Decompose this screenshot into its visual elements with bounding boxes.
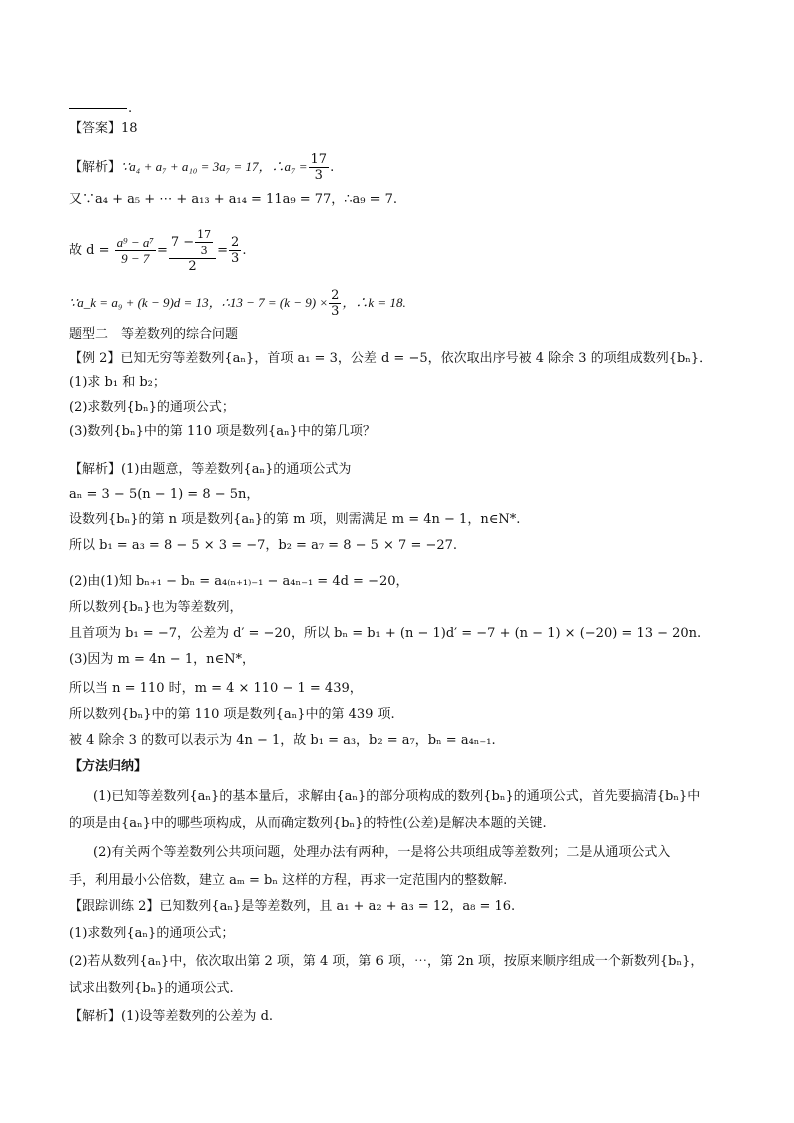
fraction-nested: 7 − $\frac{17}{3}$ 2 <box>169 227 216 274</box>
answer-value: 18 <box>121 121 138 136</box>
training2-q1: (1)求数列{aₙ}的通项公式； <box>69 926 235 941</box>
answer-blank-line <box>69 108 127 109</box>
fraction-2-3-b: $\frac{2}{3}$ <box>331 288 340 319</box>
analysis1-line4: ∵a_k = a₉ + (k − 9)d = 13，∴13 − 7 = (k − 9) × $\frac{2}{3}$ ，∴k = 18. <box>69 288 406 319</box>
training2-q2b: 试求出数列{bₙ}的通项公式. <box>69 981 234 996</box>
training2-q2a: (2)若从数列{aₙ}中，依次取出第 2 项，第 4 项，第 6 项，⋯，第 2n 项，按原来顺序组成一个新数列{bₙ}， <box>69 954 704 969</box>
method-p1b: 的项是由{aₙ}中的哪些项构成，从而确定数列{bₙ}的特性(公差)是解决本题的关键. <box>69 816 547 831</box>
analysis2-l6: 所以数列{bₙ}也为等差数列， <box>69 600 243 615</box>
example2-q1: (1)求 b₁ 和 b₂； <box>69 375 166 390</box>
analysis2-l4: 所以 b₁ = a₃ = 8 − 5 × 3 = −7，b₂ = a₇ = 8 − 5 × 7 = −27. <box>69 538 458 553</box>
training2-analysis: 【解析】(1)设等差数列的公差为 d. <box>69 1009 274 1024</box>
analysis2-l5: (2)由(1)知 bₙ₊₁ − bₙ = a₄₍ₙ₊₁₎₋₁ − a₄ₙ₋₁ = 4d = −20， <box>69 574 409 589</box>
analysis2-l2: aₙ = 3 − 5(n − 1) = 8 − 5n， <box>69 487 260 502</box>
analysis-label: 【解析】 <box>69 160 122 175</box>
training2-stem: 【跟踪训练 2】已知数列{aₙ}是等差数列，且 a₁ + a₂ + a₃ = 12，a₈ = 16. <box>69 899 516 914</box>
fraction-d-def: $\frac{\text{a⁹ − a⁷}}{9 - 7}$ <box>116 235 154 266</box>
analysis-label: 【解析】 <box>69 462 122 477</box>
analysis1-line3: 故 d = $\frac{\text{a⁹ − a⁷}}{9 - 7}$ = 7 − $\frac{17}{3}$ 2 = $\frac{2}{3}$ . <box>69 228 247 274</box>
analysis2-l7: 且首项为 b₁ = −7，公差为 d′ = −20，所以 bₙ = b₁ + (n − 1)d′ = −7 + (n − 1) × (−20) = 13 − 20n. <box>69 626 702 641</box>
method-p2b: 手，利用最小公倍数，建立 aₘ = bₙ 这样的方程，再求一定范围内的整数解. <box>69 873 508 888</box>
analysis2-l11: 被 4 除余 3 的数可以表示为 4n − 1，故 b₁ = a₃，b₂ = a₇，bₙ = a₄ₙ₋₁. <box>69 733 496 748</box>
section-title: 题型二 等差数列的综合问题 <box>69 327 239 342</box>
method-p1a: (1)已知等差数列{aₙ}的基本量后，求解由{aₙ}的部分项构成的数列{bₙ}的通项公式，首先要搞清{bₙ}中 <box>93 789 701 804</box>
analysis2-l9: 所以当 n = 110 时，m = 4 × 110 − 1 = 439， <box>69 681 363 696</box>
example2-stem: 【例 2】已知无穷等差数列{aₙ}，首项 a₁ = 3，公差 d = −5，依次取出序号被 4 除余 3 的项组成数列{bₙ}． <box>69 351 713 366</box>
analysis2-l10: 所以数列{bₙ}中的第 110 项是数列{aₙ}中的第 439 项. <box>69 707 395 722</box>
method-label: 【方法归纳】 <box>69 759 148 774</box>
example2-label: 【例 2】 <box>69 351 121 366</box>
answer-line <box>69 120 138 138</box>
training2-label: 【跟踪训练 2】 <box>69 899 160 914</box>
method-p2a: (2)有关两个等差数列公共项问题，处理办法有两种，一是将公共项组成等差数列；二是从通项公式入 <box>93 845 671 860</box>
fraction-17-3: $\frac{17}{3}$ <box>310 152 328 183</box>
answer-label: 【答案】 <box>69 121 122 136</box>
blank-suffix: . <box>128 101 133 116</box>
analysis1-expr: a₄ + a₇ + a₁₀ = 3a₇ = 17，∴a₇ = <box>129 159 308 174</box>
example2-q2: (2)求数列{bₙ}的通项公式； <box>69 400 235 415</box>
analysis2-l3: 设数列{bₙ}的第 n 项是数列{aₙ}的第 m 项，则需满足 m = 4n − 1，n∈N*. <box>69 512 521 527</box>
analysis2-l8: (3)因为 m = 4n − 1，n∈N*， <box>69 652 255 667</box>
analysis2-l1: 【解析】(1)由题意，等差数列{aₙ}的通项公式为 <box>69 462 352 477</box>
analysis1-line2: 又∵a₄ + a₅ + ⋯ + a₁₃ + a₁₄ = 11a₉ = 77，∴a₉ = 7. <box>69 192 398 207</box>
example2-q3: (3)数列{bₙ}中的第 110 项是数列{aₙ}中的第几项？ <box>69 424 376 439</box>
analysis1-line1: 【解析】∵a₄ + a₇ + a₁₀ = 3a₇ = 17，∴a₇ = $\frac{17}{3}$ . <box>69 152 335 183</box>
fraction-2-3: $\frac{2}{3}$ <box>231 235 240 266</box>
analysis-label: 【解析】 <box>69 1009 122 1024</box>
